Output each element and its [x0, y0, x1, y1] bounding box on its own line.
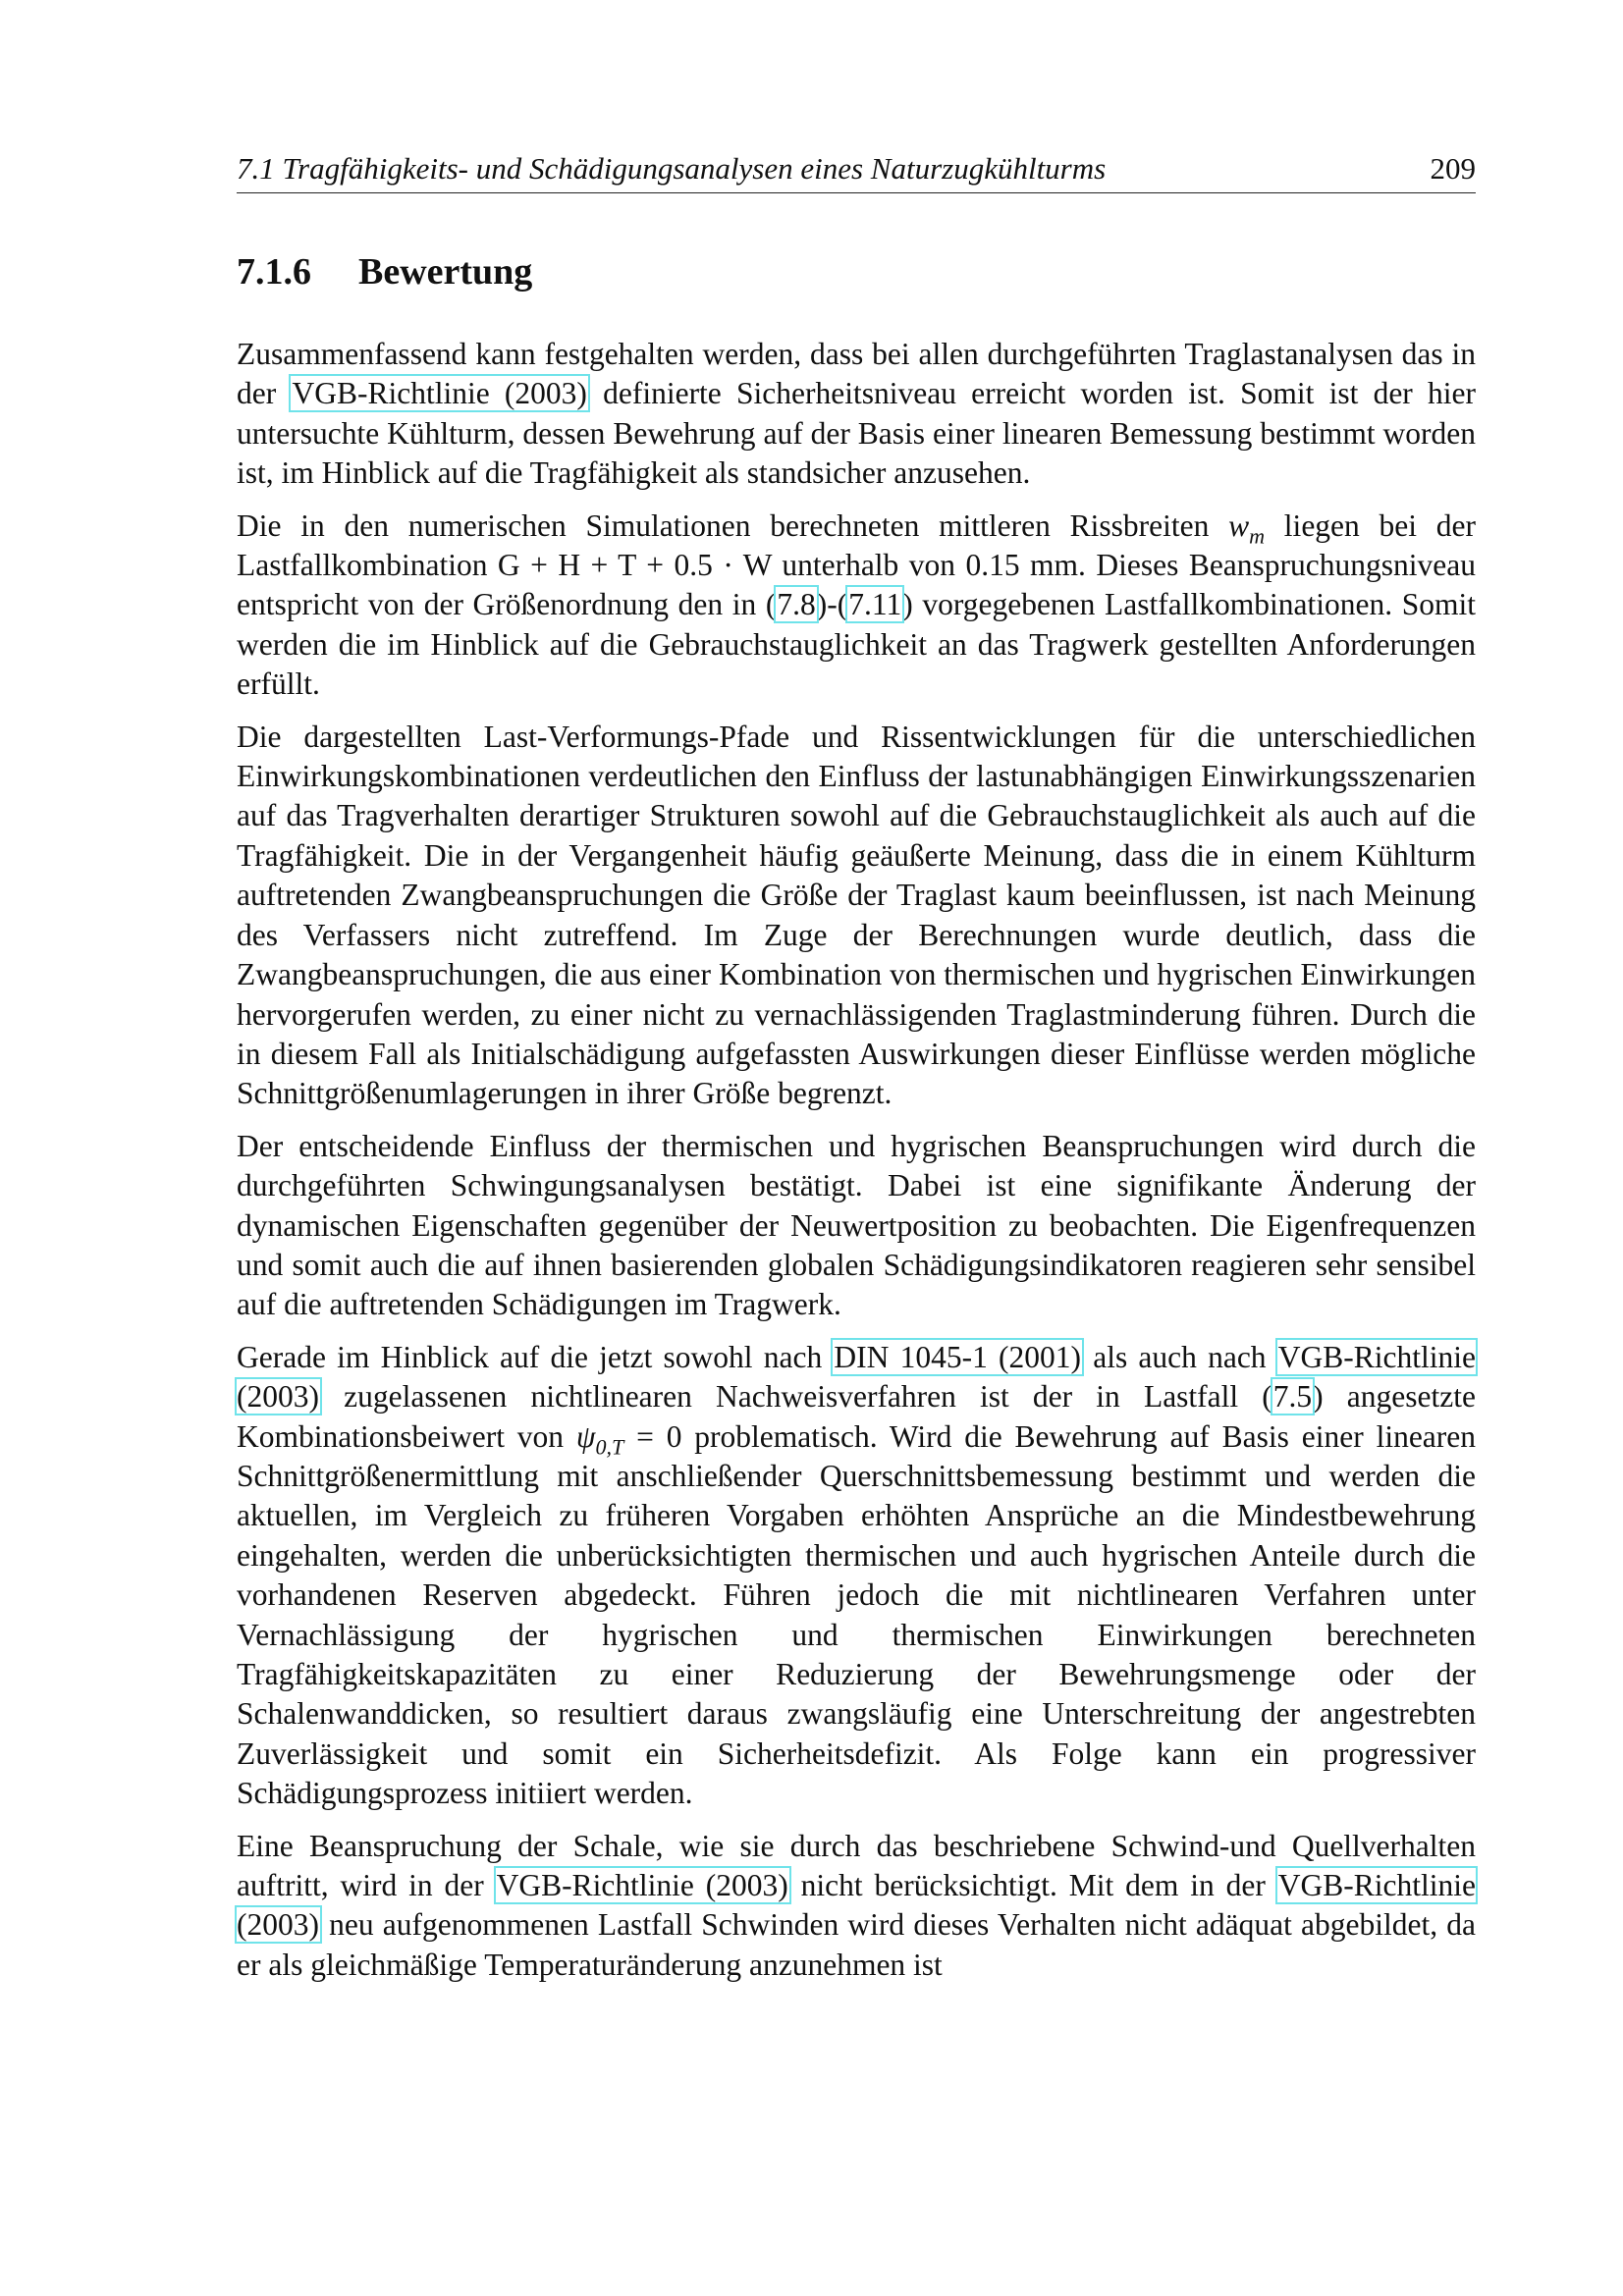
paragraph-4: Der entscheidende Einfluss der thermischen und hygrischen Beanspruchungen wird durch die durchgeführten Schwingungsanalysen bestätigt. Dabei ist eine signifikante Änderung der dynamischen Eigenschaften gegenüber der Neuwertposition zu beobachten. Die Eigenfrequenzen und somit auch die auf ihnen basierenden globalen Schädigungsindikatoren reagieren sehr sensibel auf die auftretenden Schädigungen im Tragwerk. — [237, 1128, 1476, 1322]
text-run: nicht berücksichtigt. Mit dem in der — [788, 1868, 1277, 1903]
paragraph-1 — [237, 335, 1476, 494]
text-run: neu aufgenommenen Lastfall Schwinden wird dieses Verhalten nicht adäquat abgebildet, da er als gleichmäßige Temperaturänderung anzunehmen ist — [237, 1907, 1476, 1982]
citation-link-din[interactable]: DIN 1045-1 (2001) — [834, 1339, 1082, 1374]
math-psi: ψ — [575, 1418, 596, 1454]
text-run: Zusammenfassend kann festgehalten werden, dass bei allen durchgeführten Traglastanalysen das in der — [237, 337, 1476, 411]
section-heading — [237, 250, 1476, 294]
text-run: )-( — [816, 587, 848, 622]
text-run: ) vorgegebenen Lastfallkombinationen. Somit werden die im Hinblick auf die Gebrauchstauglichkeit an das Tragwerk gestellten Anforderungen erfüllt. — [237, 587, 1476, 702]
text-run: liegen bei der Lastfallkombination G + H + T + 0.5 · W unterhalb von 0.15 mm. Dieses Beanspruchungsniveau entspricht von der Größenordnung den in ( — [237, 507, 1477, 622]
math-symbol-psi — [575, 1418, 624, 1459]
paragraph-6 — [237, 1827, 1476, 1986]
citation-link-vgb[interactable]: VGB-Richtlinie (2003) — [292, 376, 587, 411]
text-run: = 0 problematisch. Wird die Bewehrung auf Basis einer linearen Schnittgrößenermittlung mit anschließender Querschnittsbemessung bestimmt und werden die aktuellen, im Vergleich zu früheren Vorgaben erhöhten Ansprüche an die Mindestbewehrung eingehalten, werden die unberücksichtigten thermischen und auch hygrischen Anteile durch die vorhandenen Reserven abgedeckt. Führen jedoch die mit nichtlinearen Verfahren unter Vernachlässigung der hygrischen und thermischen Einwirkungen berechneten Tragfähigkeitskapazitäten zu einer Reduzierung der Bewehrungsmenge oder der Schalenwanddicken, so resultiert daraus zwangsläufig eine Unterschreitung der angestrebten Zuverlässigkeit und somit ein Sicherheitsdefizit. Als Folge kann ein progressiver Schädigungsprozess initiiert werden. — [237, 1418, 1476, 1811]
paragraph-2 — [237, 507, 1476, 705]
section-title: Bewertung — [358, 251, 533, 293]
citation-link-vgb[interactable]: VGB-Richtlinie (2003) — [237, 1339, 1476, 1415]
text-run: Gerade im Hinblick auf die jetzt sowohl nach — [237, 1339, 834, 1374]
equation-link-7-8[interactable]: 7.8 — [777, 587, 816, 622]
text-run: Eine Beanspruchung der Schale, wie sie durch das beschriebene Schwind-und Quellverhalten auftritt, wird in der — [237, 1828, 1476, 1903]
section-number: 7.1.6 — [237, 251, 311, 293]
text-run: ) angesetzte Kombinationsbeiwert von — [237, 1379, 1476, 1454]
math-w: w — [1228, 507, 1250, 543]
math-w-subscript: m — [1249, 522, 1266, 548]
paragraph-3: Die dargestellten Last-Verformungs-Pfade und Rissentwicklungen für die unterschiedlichen Einwirkungskombinationen verdeutlichen den Einfluss der lastunabhängigen Einwirkungsszenarien auf das Tragverhalten derartiger Strukturen sowohl auf die Gebrauchstauglichkeit als auch auf die Tragfähigkeit. Die in der Vergangenheit häufig geäußerte Meinung, dass die in einem Kühlturm auftretenden Zwangbeanspruchungen die Größe der Traglast kaum beeinflussen, ist nach Meinung des Verfassers nicht zutreffend. Im Zuge der Berechnungen wurde deutlich, dass die Zwangbeanspruchungen, die aus einer Kombination von thermischen und hygrischen Einwirkungen hervorgerufen werden, zu einer nicht zu vernachlässigenden Traglastminderung führen. Durch die in diesem Fall als Initialschädigung aufgefassten Auswirkungen dieser Einflüsse werden mögliche Schnittgrößenumlagerungen in ihrer Größe begrenzt. — [237, 719, 1476, 1111]
running-title: 7.1 Tragfähigkeits- und Schädigungsanalysen eines Naturzugkühlturms — [237, 151, 1107, 186]
text-run: als auch nach — [1082, 1339, 1277, 1374]
running-header — [237, 147, 1476, 193]
math-psi-subscript: 0,T — [595, 1433, 624, 1459]
page-number: 209 — [1430, 151, 1476, 186]
math-symbol-w — [1228, 507, 1266, 548]
citation-link-vgb[interactable]: VGB-Richtlinie (2003) — [496, 1868, 788, 1903]
document-page — [237, 147, 1476, 1998]
equation-link-7-5[interactable]: 7.5 — [1272, 1379, 1313, 1415]
citation-link-vgb[interactable]: VGB-Richtlinie (2003) — [237, 1868, 1476, 1943]
equation-link-7-11[interactable]: 7.11 — [848, 587, 902, 622]
text-run: zugelassenen nichtlinearen Nachweisverfahren ist der in Lastfall ( — [319, 1379, 1272, 1415]
text-run: definierte Sicherheitsniveau erreicht worden ist. Somit ist der hier untersuchte Kühlturm, dessen Bewehrung auf der Basis einer linearen Bemessung bestimmt worden ist, im Hinblick auf die Tragfähigkeit als standsicher anzusehen. — [237, 376, 1476, 491]
paragraph-5 — [237, 1338, 1476, 1814]
text-run: Die in den numerischen Simulationen berechneten mittleren Rissbreiten — [237, 507, 1229, 543]
